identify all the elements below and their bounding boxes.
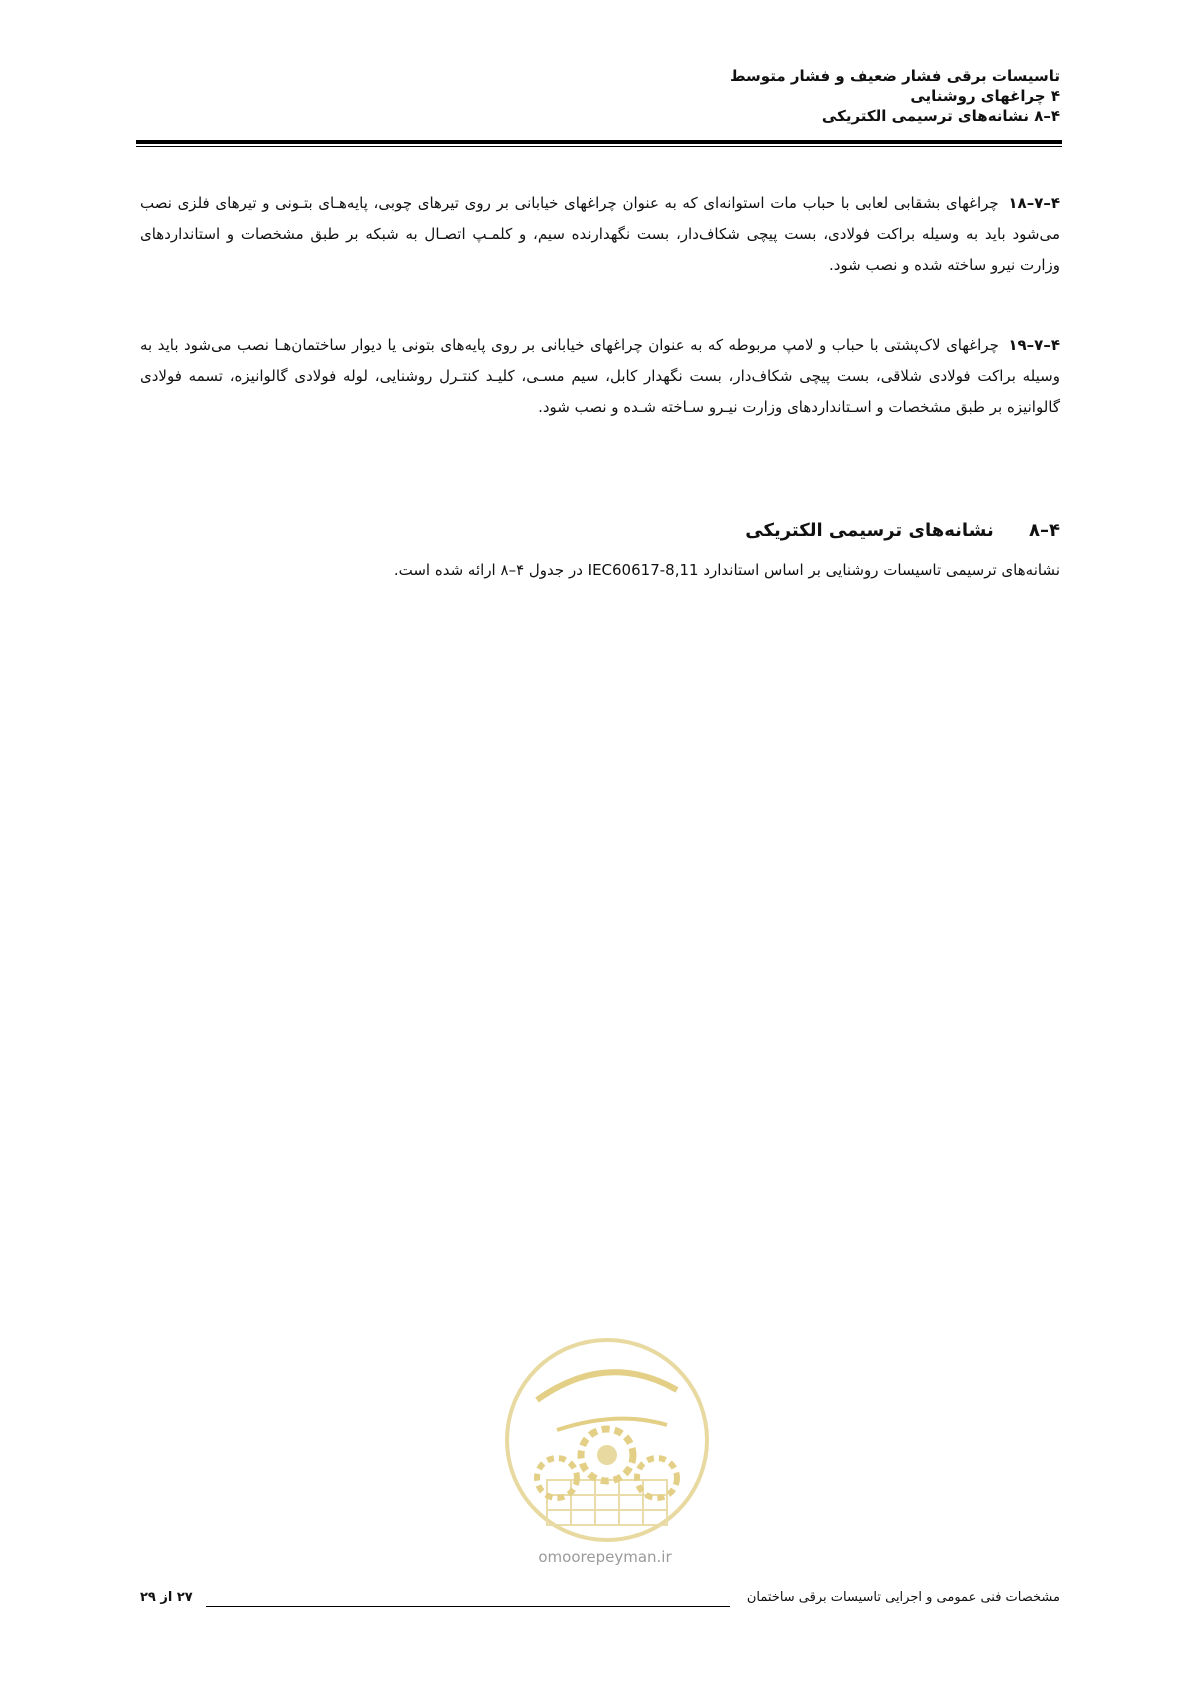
clause-text: چراغهای لاک‌پشتی با حباب و لامپ مربوطه که به عنوان چراغهای خیابانی بر روی پایه‌های بتونی یا دیوار ساختمان‌هـا نصب می‌شود باید به وسیله براکت فولادی شلاقی، بست پیچی شکاف‌دار، بست نگهدار کابل، سیم مسـی، کلیـد کنتـرل روشنایی، لوله فولادی گالوانیزه، تسمه فولادی گالوانیزه بر طبق مشخصات و اسـتانداردهای وزارت نیـرو سـاخته شـده و نصب شود. bbox=[140, 336, 1060, 416]
section-number: ۴–۸ bbox=[1029, 520, 1060, 541]
header-section-title: ۴–۸ نشانه‌های ترسیمی الکتریکی bbox=[821, 107, 1060, 125]
clause-number: ۴–۷–۱۸ bbox=[1008, 194, 1060, 212]
section-title: نشانه‌های ترسیمی الکتریکی bbox=[745, 520, 994, 541]
section-body: نشانه‌های ترسیمی تاسیسات روشنایی بر اساس استاندارد IEC60617-8,11 در جدول ۴–۸ ارائه شده است. bbox=[393, 561, 1060, 579]
clause-text: چراغهای بشقابی لعابی با حباب مات استوانه‌ای که به عنوان چراغهای خیابانی بر روی تیرهای چوبی، پایه‌هـای بتـونی و تیرهای فلزی نصب می‌شود باید به وسیله براکت فولادی، بست پیچی شکاف‌دار، بست نگهدارنده سیم، و کلمـپ اتصـال به شبکه بر طبق مشخصات و استانداردهای وزارت نیرو ساخته شده و نصب شود. bbox=[140, 194, 1060, 274]
footer-document-title: مشخصات فنی عمومی و اجرایی تاسیسات برقی ساختمان bbox=[746, 1590, 1060, 1605]
running-header bbox=[520, 66, 1060, 126]
clause-number: ۴–۷–۱۹ bbox=[1008, 336, 1060, 354]
header-book-title: تاسیسات برقی فشار ضعیف و فشار متوسط bbox=[729, 67, 1060, 85]
clause-4-7-18 bbox=[140, 188, 1060, 281]
watermark-url: omoorepeyman.ir bbox=[538, 1548, 672, 1566]
footer-page-number: ۲۷ از ۲۹ bbox=[140, 1590, 193, 1605]
footer-rule bbox=[206, 1606, 730, 1607]
header-chapter-title: ۴ چراغهای روشنایی bbox=[910, 87, 1060, 105]
watermark-logo-icon bbox=[497, 1330, 717, 1550]
clause-4-7-19 bbox=[140, 330, 1060, 423]
page-footer bbox=[140, 1590, 1060, 1612]
header-divider bbox=[136, 140, 1062, 147]
section-heading bbox=[745, 520, 1060, 541]
watermark-logo bbox=[497, 1330, 717, 1550]
